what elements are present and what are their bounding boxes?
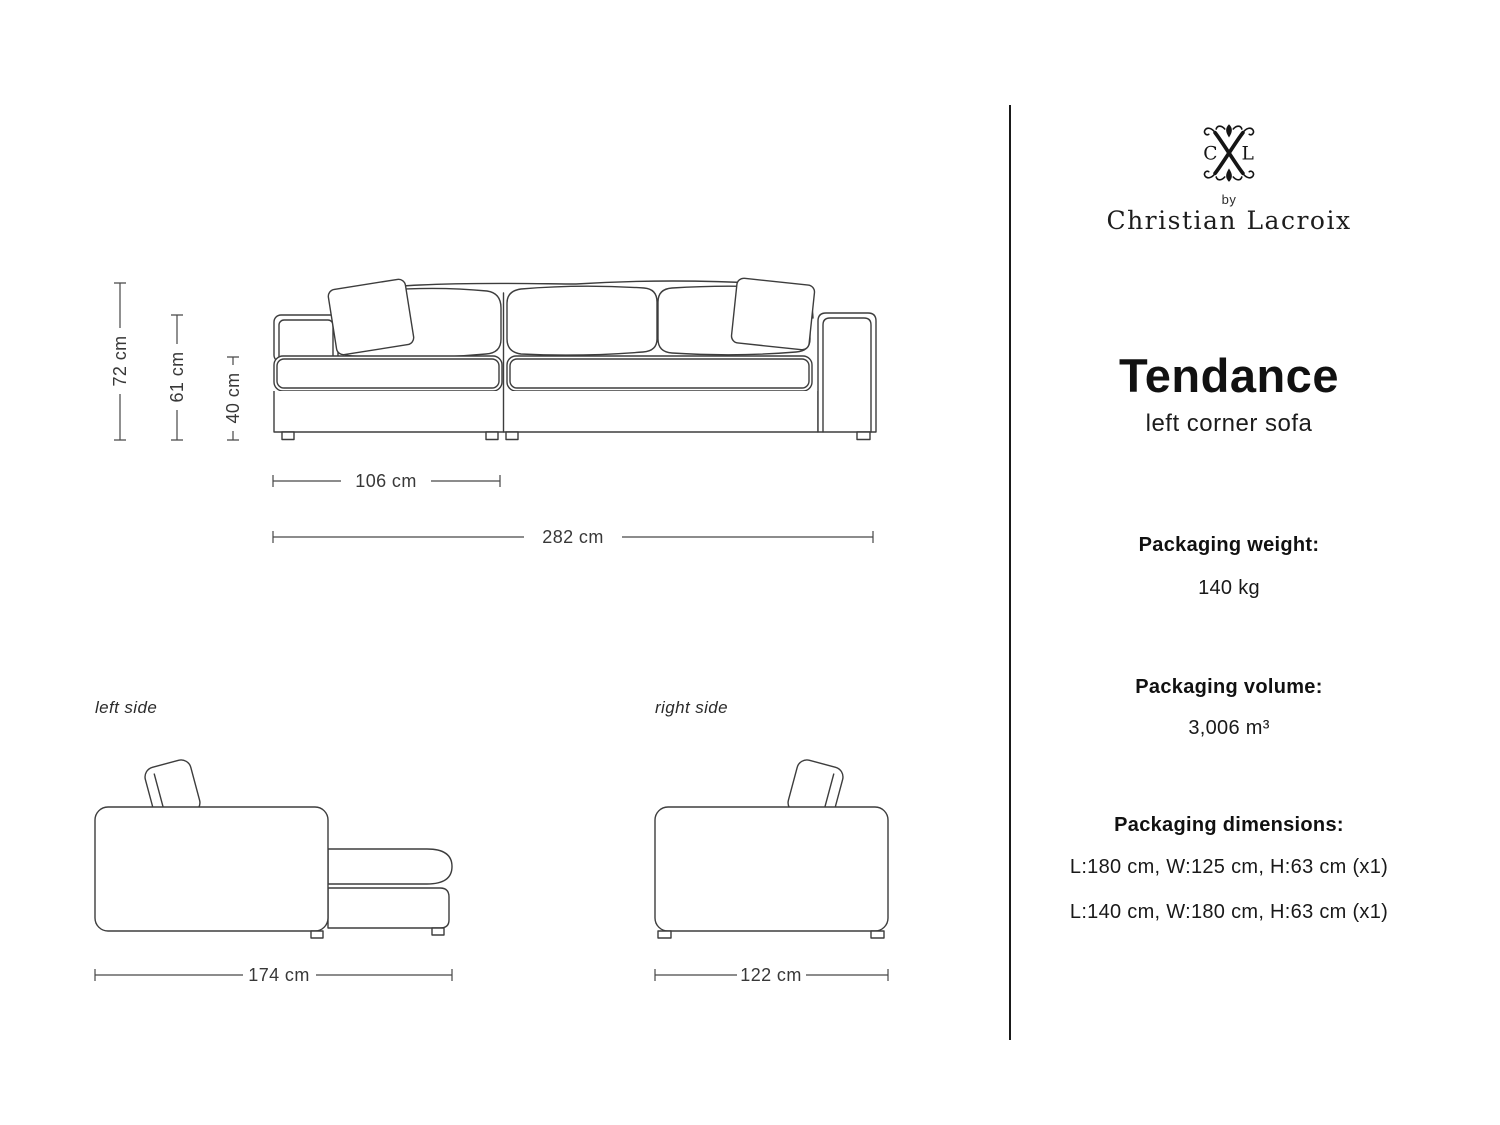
dim-left-depth — [95, 965, 452, 985]
dim-right-width-label: 122 cm — [740, 965, 802, 985]
dim-left-depth-label: 174 cm — [248, 965, 310, 985]
front-right-pillow — [731, 278, 815, 351]
left-side-view-label: left side — [95, 698, 158, 717]
dim-total-width — [273, 527, 873, 547]
product-subtitle: left corner sofa — [1145, 410, 1313, 437]
front-left-armrest — [274, 315, 338, 362]
packaging-weight-label: Packaging weight: — [1138, 534, 1320, 556]
packaging-volume-value: 3,006 m³ — [1188, 717, 1270, 739]
dim-total-height-label: 72 cm — [110, 335, 130, 387]
packaging-dimensions-label: Packaging dimensions: — [1114, 814, 1344, 836]
brand-logo — [1010, 120, 1448, 191]
cl-monogram-icon — [1197, 120, 1261, 186]
dim-seat-height-label: 40 cm — [223, 372, 243, 424]
dim-total-width-label: 282 cm — [542, 527, 604, 547]
dim-right-width — [655, 965, 888, 985]
right-side-view-label: right side — [655, 698, 728, 717]
dim-total-height — [110, 283, 130, 440]
front-left-pillow — [327, 278, 414, 355]
right-side-view-drawing — [655, 698, 888, 985]
dim-module-width — [273, 471, 500, 491]
dim-armrest-height-label: 61 cm — [167, 351, 187, 403]
packaging-weight-value: 140 kg — [1198, 577, 1260, 599]
info-panel — [1010, 0, 1448, 1125]
brand-name: Christian Lacroix — [1106, 206, 1352, 235]
packaging-dimensions-line-1: L:180 cm, W:125 cm, H:63 cm (x1) — [1069, 856, 1389, 878]
front-right-armrest — [818, 313, 876, 432]
left-side-view-drawing — [95, 698, 452, 985]
front-view-drawing — [274, 278, 876, 440]
monogram-letter-l: L — [1241, 143, 1254, 165]
dim-module-width-label: 106 cm — [355, 471, 417, 491]
monogram-letter-c: C — [1203, 143, 1218, 165]
dim-armrest-height — [167, 315, 187, 440]
dim-seat-height — [223, 357, 243, 440]
packaging-volume-label: Packaging volume: — [1135, 676, 1323, 698]
brand-by-label: by — [1221, 192, 1237, 207]
product-title: Tendance — [1119, 349, 1339, 402]
packaging-dimensions-line-2: L:140 cm, W:180 cm, H:63 cm (x1) — [1069, 901, 1389, 923]
